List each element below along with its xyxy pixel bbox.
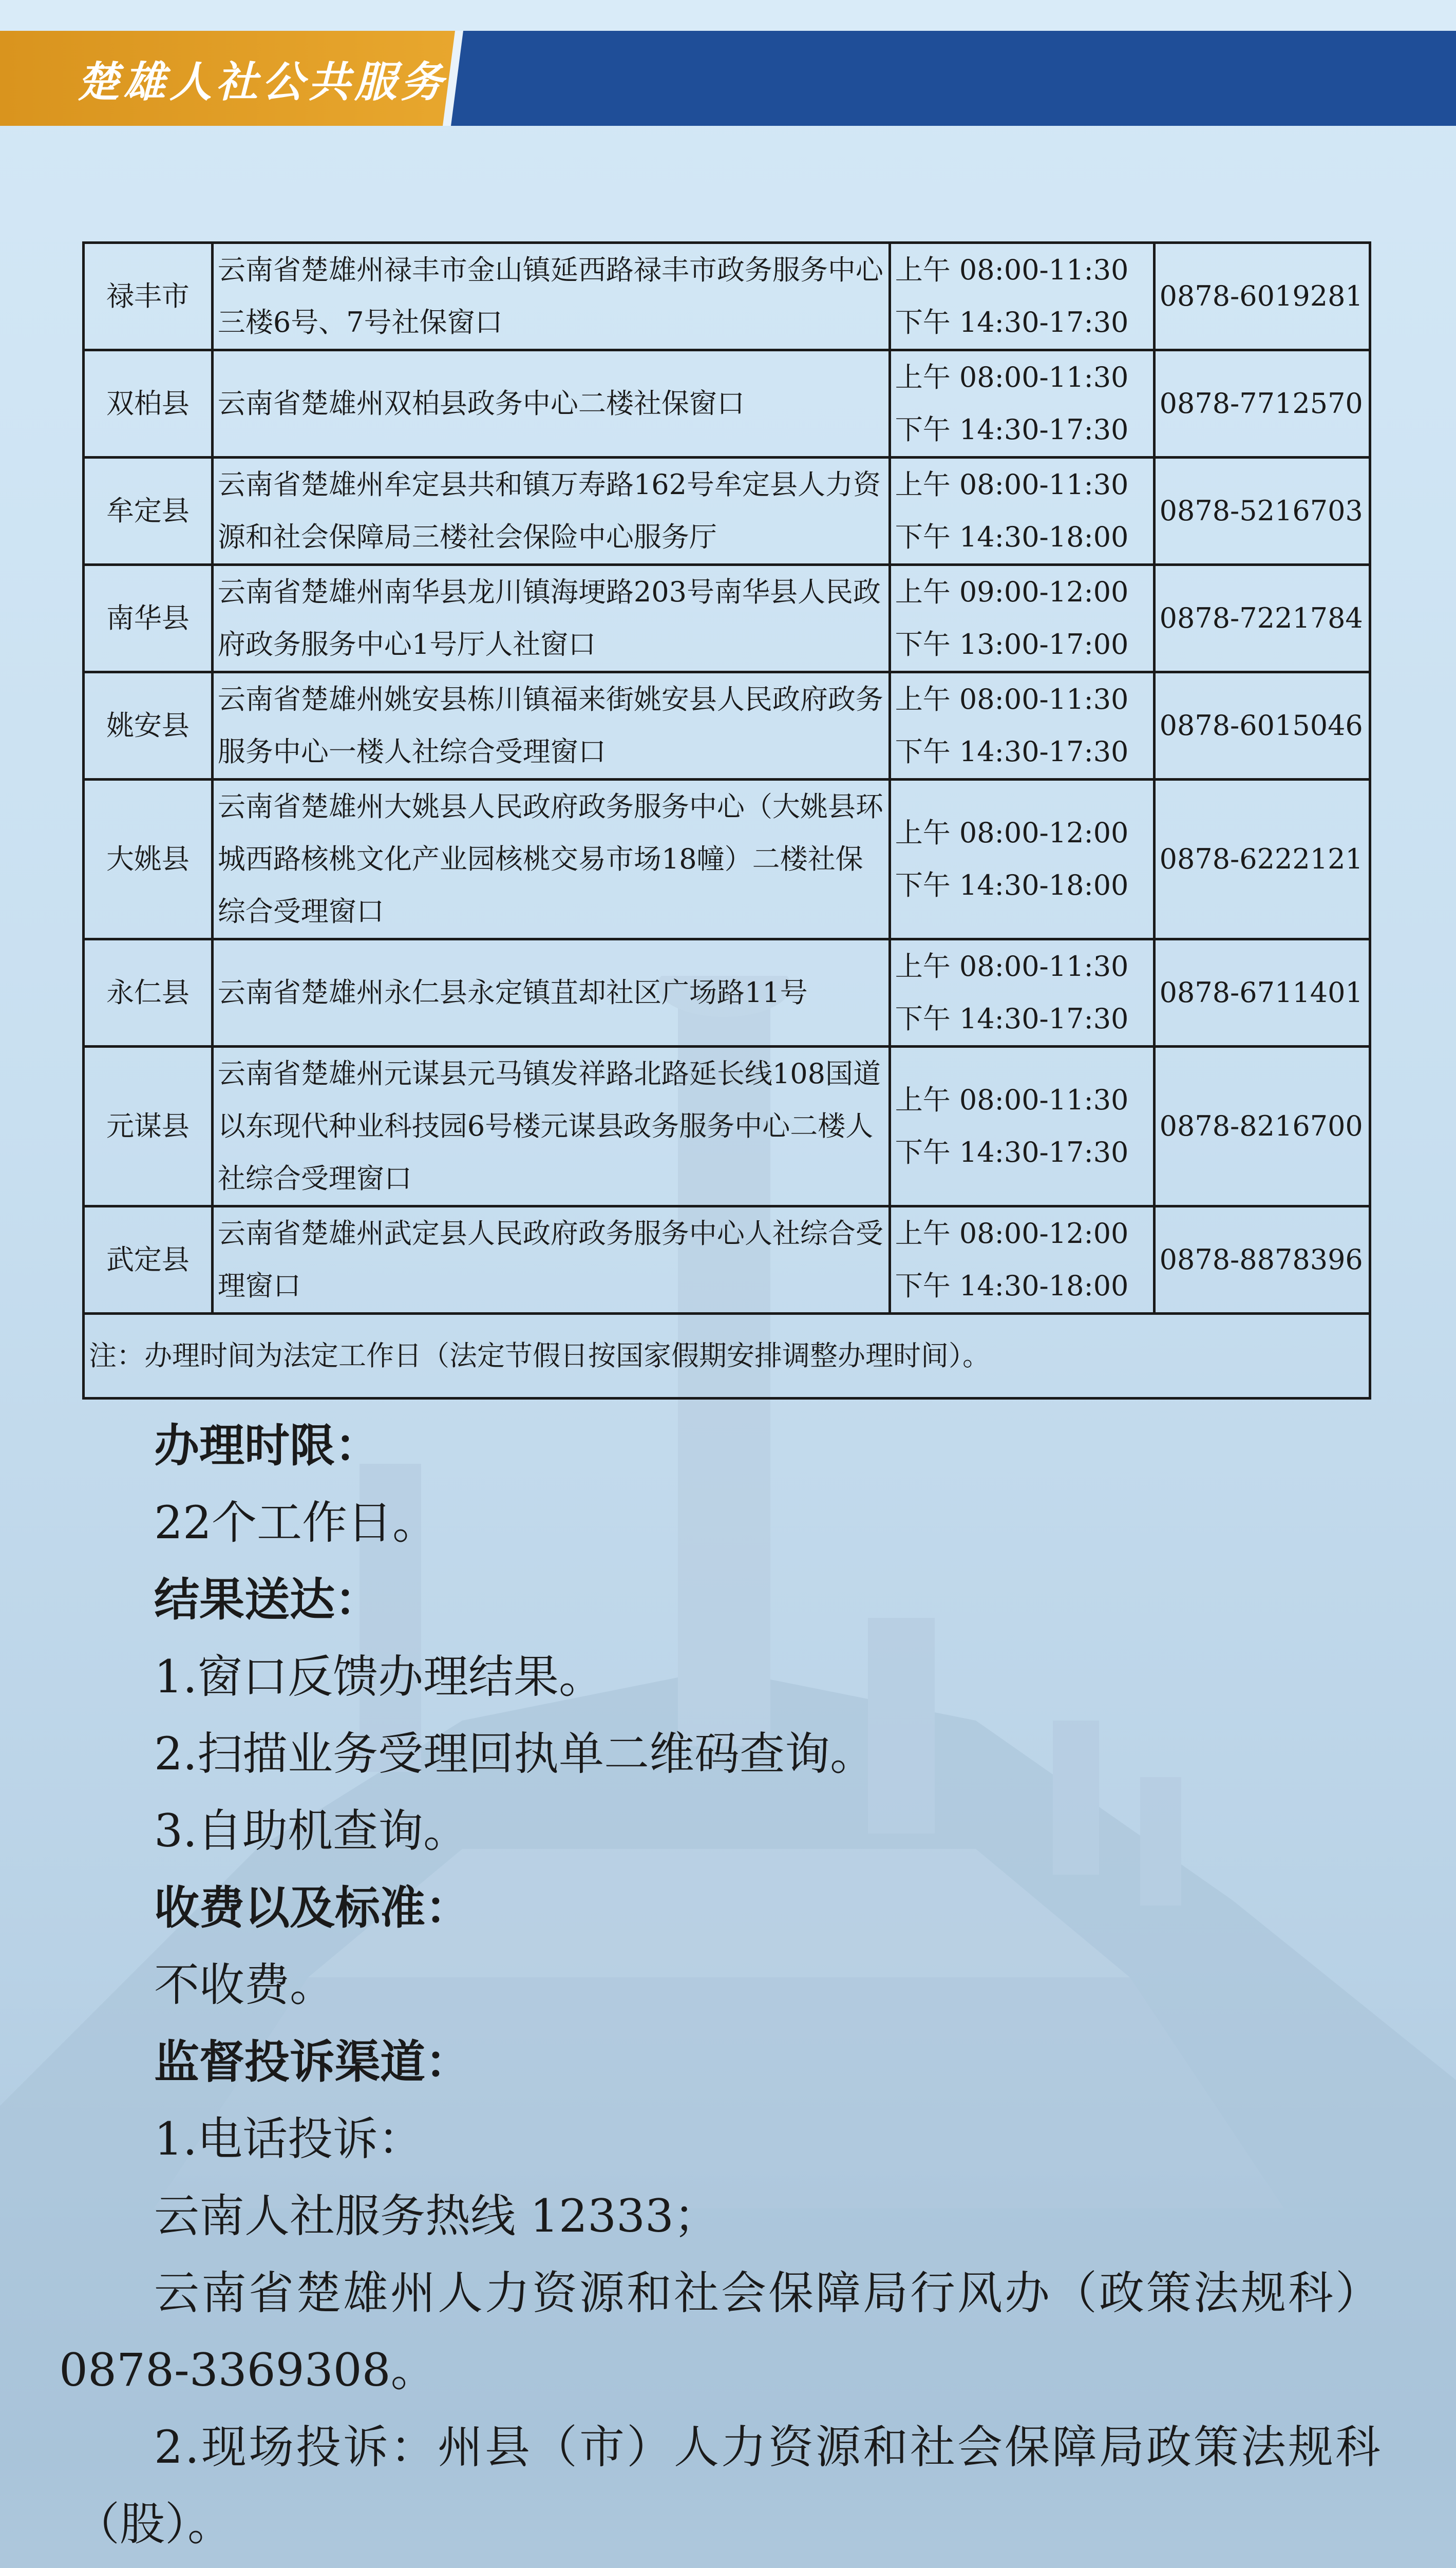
county-cell: 双柏县 xyxy=(84,350,213,458)
county-cell: 武定县 xyxy=(84,1206,213,1314)
address-cell: 云南省楚雄州永仁县永定镇苴却社区广场路11号 xyxy=(212,939,890,1047)
hours-cell xyxy=(890,672,1154,780)
time-limit-text: 22个工作日。 xyxy=(154,1496,438,1549)
county-cell: 元谋县 xyxy=(84,1047,213,1206)
hours-pm: 下午 14:30-18:00 xyxy=(895,1270,1129,1302)
hours-am: 上午 08:00-12:00 xyxy=(895,817,1129,849)
hours-cell xyxy=(890,939,1154,1047)
table-row xyxy=(84,243,1370,350)
phone-cell: 0878-6711401 xyxy=(1154,939,1370,1047)
hours-cell xyxy=(890,1047,1154,1206)
table-row xyxy=(84,565,1370,672)
address-cell: 云南省楚雄州南华县龙川镇海埂路203号南华县人民政府政务服务中心1号厅人社窗口 xyxy=(212,565,890,672)
hours-pm: 下午 14:30-17:30 xyxy=(895,735,1129,768)
table-row xyxy=(84,1047,1370,1206)
table-note-row xyxy=(84,1314,1370,1399)
complaint-hotline: 云南人社服务热线 12333； xyxy=(154,2189,719,2242)
header-top-stripe xyxy=(0,0,1456,31)
address-cell: 云南省楚雄州牟定县共和镇万寿路162号牟定县人力资源和社会保障局三楼社会保险中心服务厅 xyxy=(212,458,890,565)
hours-pm: 下午 14:30-17:30 xyxy=(895,1003,1129,1035)
hours-cell xyxy=(890,458,1154,565)
header-blue-band xyxy=(421,31,1456,126)
hours-am: 上午 08:00-11:30 xyxy=(895,468,1129,501)
delivery-heading: 结果送达： xyxy=(154,1573,381,1626)
hours-am: 上午 08:00-11:30 xyxy=(895,254,1129,286)
hours-cell xyxy=(890,565,1154,672)
complaint-heading: 监督投诉渠道： xyxy=(154,2035,471,2088)
hours-am: 上午 08:00-11:30 xyxy=(895,950,1129,983)
hours-cell xyxy=(890,780,1154,939)
phone-cell: 0878-6019281 xyxy=(1154,243,1370,350)
county-cell: 永仁县 xyxy=(84,939,213,1047)
address-cell: 云南省楚雄州双柏县政务中心二楼社保窗口 xyxy=(212,350,890,458)
header-title: 楚雄人社公共服务 xyxy=(77,58,447,107)
table-row xyxy=(84,672,1370,780)
table-row xyxy=(84,458,1370,565)
county-cell: 姚安县 xyxy=(84,672,213,780)
phone-cell: 0878-8878396 xyxy=(1154,1206,1370,1314)
address-cell: 云南省楚雄州姚安县栋川镇福来街姚安县人民政府政务服务中心一楼人社综合受理窗口 xyxy=(212,672,890,780)
delivery-item: 1.窗口反馈办理结果。 xyxy=(154,1650,604,1703)
phone-cell: 0878-6222121 xyxy=(1154,780,1370,939)
hours-am: 上午 09:00-12:00 xyxy=(895,576,1129,608)
phone-cell: 0878-6015046 xyxy=(1154,672,1370,780)
fee-text: 不收费。 xyxy=(154,1958,335,2011)
county-cell: 牟定县 xyxy=(84,458,213,565)
phone-cell: 0878-8216700 xyxy=(1154,1047,1370,1206)
hours-pm: 下午 14:30-17:30 xyxy=(895,306,1129,338)
fee-heading: 收费以及标准： xyxy=(154,1881,471,1934)
time-limit-heading: 办理时限： xyxy=(154,1419,381,1472)
hours-am: 上午 08:00-12:00 xyxy=(895,1217,1129,1250)
complaint-office: 云南省楚雄州人力资源和社会保障局行风办（政策法规科） xyxy=(154,2267,1383,2319)
table-row xyxy=(84,350,1370,458)
hours-pm: 下午 14:30-18:00 xyxy=(895,521,1129,553)
phone-cell: 0878-7221784 xyxy=(1154,565,1370,672)
address-cell: 云南省楚雄州武定县人民政府政务服务中心人社综合受理窗口 xyxy=(212,1206,890,1314)
header-banner xyxy=(0,0,1456,126)
county-cell: 大姚县 xyxy=(84,780,213,939)
complaint-onsite: 2.现场投诉：州县（市）人力资源和社会保障局政策法规科 xyxy=(154,2421,1383,2473)
service-office-table xyxy=(82,241,1371,1400)
phone-cell: 0878-5216703 xyxy=(1154,458,1370,565)
complaint-onsite-cont: （股）。 xyxy=(74,2498,233,2551)
address-cell: 云南省楚雄州元谋县元马镇发祥路北路延长线108国道以东现代种业科技园6号楼元谋县政务服务中心二楼人社综合受理窗口 xyxy=(212,1047,890,1206)
table-row xyxy=(84,1206,1370,1314)
address-cell: 云南省楚雄州大姚县人民政府政务服务中心（大姚县环城西路核桃文化产业园核桃交易市场18幢）二楼社保综合受理窗口 xyxy=(212,780,890,939)
hours-cell xyxy=(890,1206,1154,1314)
hours-cell xyxy=(890,243,1154,350)
hours-pm: 下午 14:30-18:00 xyxy=(895,869,1129,901)
address-cell: 云南省楚雄州禄丰市金山镇延西路禄丰市政务服务中心三楼6号、7号社保窗口 xyxy=(212,243,890,350)
county-cell: 南华县 xyxy=(84,565,213,672)
hours-pm: 下午 14:30-17:30 xyxy=(895,1136,1129,1168)
complaint-office-phone: 0878-3369308。 xyxy=(59,2344,436,2396)
table-note: 注：办理时间为法定工作日（法定节假日按国家假期安排调整办理时间）。 xyxy=(84,1314,1370,1399)
hours-pm: 下午 14:30-17:30 xyxy=(895,413,1129,446)
delivery-item: 2.扫描业务受理回执单二维码查询。 xyxy=(154,1727,875,1780)
complaint-phone-label: 1.电话投诉： xyxy=(154,2112,423,2165)
delivery-item: 3.自助机查询。 xyxy=(154,1804,468,1857)
hours-pm: 下午 13:00-17:00 xyxy=(895,628,1129,660)
table-row xyxy=(84,780,1370,939)
phone-cell: 0878-7712570 xyxy=(1154,350,1370,458)
hours-am: 上午 08:00-11:30 xyxy=(895,361,1129,393)
hours-cell xyxy=(890,350,1154,458)
hours-am: 上午 08:00-11:30 xyxy=(895,683,1129,715)
table-row xyxy=(84,939,1370,1047)
county-cell: 禄丰市 xyxy=(84,243,213,350)
hours-am: 上午 08:00-11:30 xyxy=(895,1084,1129,1116)
